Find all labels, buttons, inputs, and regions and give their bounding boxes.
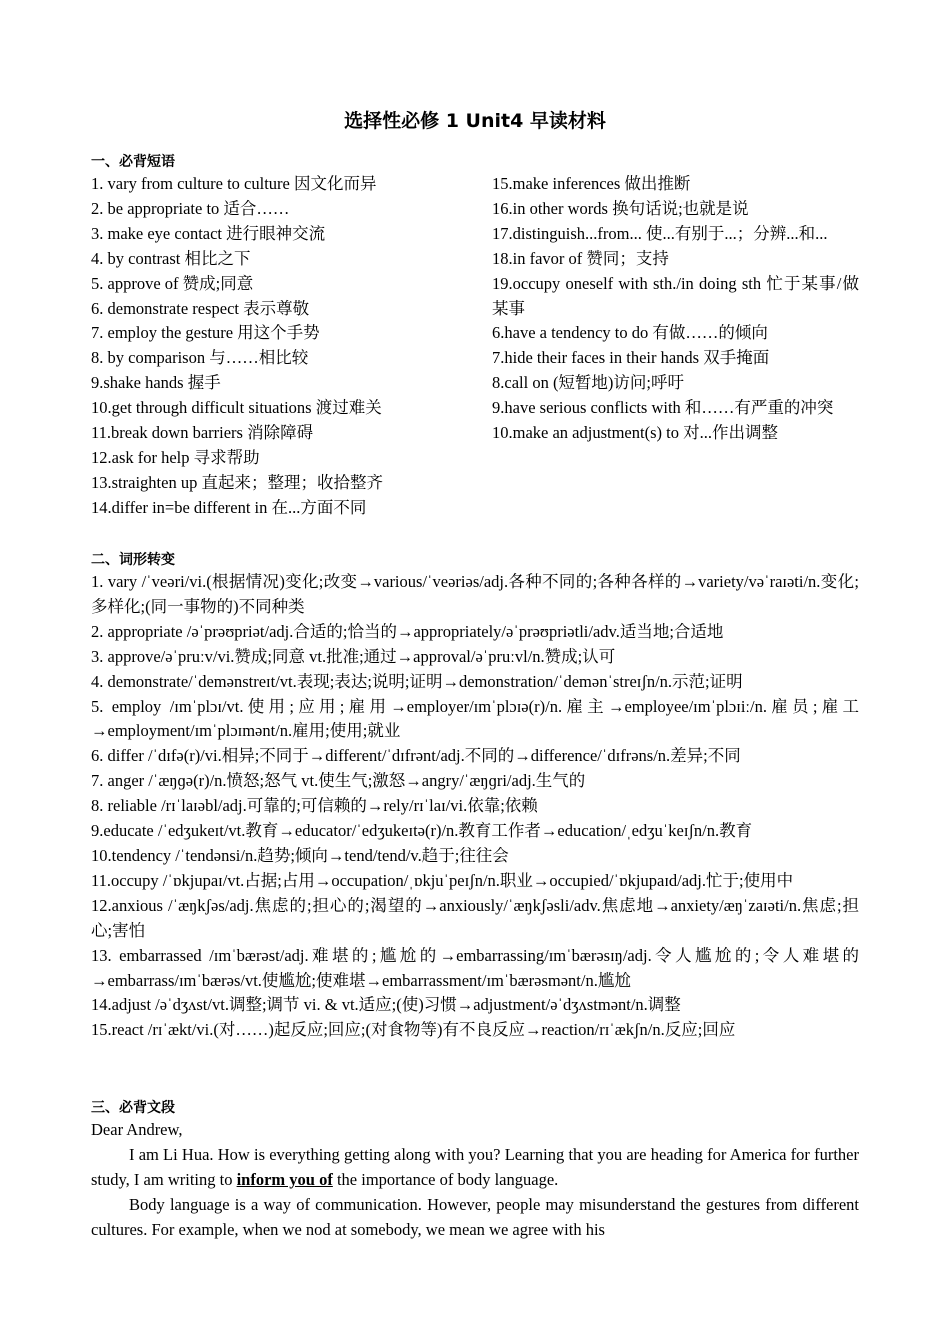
document-title: 选择性必修 1 Unit4 早读材料 <box>344 110 606 132</box>
phrase-list-left <box>91 172 471 521</box>
phrase-item: 11.break down barriers 消除障碍 <box>91 423 314 443</box>
phrase-item: 15.make inferences 做出推断 <box>492 174 691 193</box>
letter-salutation: Dear Andrew, <box>91 1120 183 1139</box>
word-form-item: 3. approve/əˈpruːv/vi.赞成;同意 vt.批准;通过→approval/əˈpruːvl/n.赞成;认可 <box>91 646 616 666</box>
word-form-item: 6. differ /ˈdɪfə(r)/vi.相异;不同于→different/ˈdɪfrənt/adj.不同的→difference/ˈdɪfrəns/n.差异;不同 <box>91 746 741 766</box>
recitation-passage <box>91 1118 859 1243</box>
word-form-item: 7. anger /ˈæŋɡə(r)/n.愤怒;怒气 vt.使生气;激怒→angry/ˈæŋɡri/adj.生气的 <box>91 771 586 791</box>
phrase-item: 19.occupy oneself with sth./in doing sth 忙于某事/做某事 <box>492 273 859 318</box>
phrase-item: 6. demonstrate respect 表示尊敬 <box>91 298 310 318</box>
phrase-item: 8.call on (短暂地)访问;呼吁 <box>492 373 685 393</box>
word-form-item: 14.adjust /əˈdʒʌst/vt.调整;调节 vi. & vt.适应;(使)习惯→adjustment/əˈdʒʌstmənt/n.调整 <box>91 995 681 1015</box>
phrase-item: 4. by contrast 相比之下 <box>91 248 251 268</box>
word-form-item: 5. employ /ɪmˈplɔɪ/vt.使用;应用;雇用→employer/ɪmˈplɔɪə(r)/n.雇主→employee/ɪmˈplɔɪiː/n.雇员;雇工→employment/ɪmˈplɔɪmənt/n.雇用;使用;就业 <box>91 696 859 741</box>
word-form-item: 8. reliable /rɪˈlaɪəbl/adj.可靠的;可信赖的→rely/rɪˈlaɪ/vi.依靠;依赖 <box>91 796 538 816</box>
paragraph-text: the importance of body language. <box>332 1169 559 1189</box>
phrase-item: 9.have serious conflicts with 和……有严重的冲突 <box>492 398 834 418</box>
word-forms-list <box>91 570 859 1043</box>
phrase-item: 18.in favor of 赞同；支持 <box>492 248 669 268</box>
section1-heading: 一、必背短语 <box>91 154 175 170</box>
word-form-item: 2. appropriate /əˈprəʊpriət/adj.合适的;恰当的→appropriately/əˈprəʊpriətli/adv.适当地;合适地 <box>91 621 724 641</box>
phrase-item: 16.in other words 换句话说;也就是说 <box>492 198 749 218</box>
word-form-item: 10.tendency /ˈtendənsi/n.趋势;倾向→tend/tend/v.趋于;往往会 <box>91 845 509 865</box>
phrase-item: 12.ask for help 寻求帮助 <box>91 447 260 467</box>
word-form-item: 4. demonstrate/ˈdemənstreɪt/vt.表现;表达;说明;证明→demonstration/ˈdemənˈstreɪʃn/n.示范;证明 <box>91 671 743 691</box>
phrase-item: 10.get through difficult situations 渡过难关 <box>91 398 382 418</box>
phrase-item: 7.hide their faces in their hands 双手掩面 <box>492 348 770 368</box>
phrase-item: 17.distinguish...from... 使...有别于...；分辨...和... <box>492 223 828 243</box>
phrase-item: 3. make eye contact 进行眼神交流 <box>91 223 326 243</box>
phrase-list-right <box>492 172 859 446</box>
word-form-item: 9.educate /ˈedʒukeɪt/vt.教育→educator/ˈedʒukeɪtə(r)/n.教育工作者→education/ˌedʒuˈkeɪʃn/n.教育 <box>91 821 753 841</box>
phrase-item: 5. approve of 赞成;同意 <box>91 273 254 293</box>
passage-paragraph <box>91 1143 859 1193</box>
section2-heading: 二、词形转变 <box>91 552 175 568</box>
phrase-item: 14.differ in=be different in 在...方面不同 <box>91 497 367 517</box>
word-form-item: 15.react /rɪˈækt/vi.(对……)起反应;回应;(对食物等)有不良反应→reaction/rɪˈækʃn/n.反应;回应 <box>91 1020 736 1040</box>
word-form-item: 1. vary /ˈveəri/vi.(根据情况)变化;改变→various/ˈveəriəs/adj.各种不同的;各种各样的→variety/vəˈraɪəti/n.变化;多样化;(同一事物的)不同种类 <box>91 572 859 616</box>
phrase-item: 10.make an adjustment(s) to 对...作出调整 <box>492 423 778 443</box>
phrase-item: 13.straighten up 直起来；整理；收拾整齐 <box>91 472 383 492</box>
phrase-item: 8. by comparison 与……相比较 <box>91 348 309 368</box>
phrase-item: 1. vary from culture to culture 因文化而异 <box>91 174 377 193</box>
phrase-item: 7. employ the gesture 用这个手势 <box>91 323 320 343</box>
phrase-item: 2. be appropriate to 适合…… <box>91 198 290 218</box>
paragraph-text: I am Li Hua. How is everything getting along with you? Learning that you are heading for America for further study, I am writing to <box>91 1144 859 1189</box>
passage-paragraph: Body language is a way of communication. However, people may misunderstand the gestures from different cultures. For example, when we nod at somebody, we mean we agree with his <box>91 1194 859 1239</box>
key-phrase: inform you of <box>236 1169 333 1189</box>
word-form-item: 12.anxious /ˈæŋkʃəs/adj.焦虑的;担心的;渴望的→anxiously/ˈæŋkʃəsli/adv.焦虑地→anxiety/æŋˈzaɪəti/n.焦虑;担心;害怕 <box>91 895 859 940</box>
phrase-item: 9.shake hands 握手 <box>91 373 221 393</box>
word-form-item: 11.occupy /ˈɒkjupaɪ/vt.占据;占用→occupation/ˌɒkjuˈpeɪʃn/n.职业→occupied/ˈɒkjupaɪd/adj.忙于;使用中 <box>91 870 794 890</box>
phrase-item: 6.have a tendency to do 有做……的倾向 <box>492 323 768 343</box>
word-form-item: 13. embarrassed /ɪmˈbærəst/adj.难堪的;尴尬的→embarrassing/ɪmˈbærəsɪŋ/adj.令人尴尬的;令人难堪的→embarrass/ɪmˈbærəs/vt.使尴尬;使难堪→embarrassment/ɪmˈbærəsmənt/n.尴尬 <box>91 945 859 990</box>
section3-heading: 三、必背文段 <box>91 1100 175 1116</box>
